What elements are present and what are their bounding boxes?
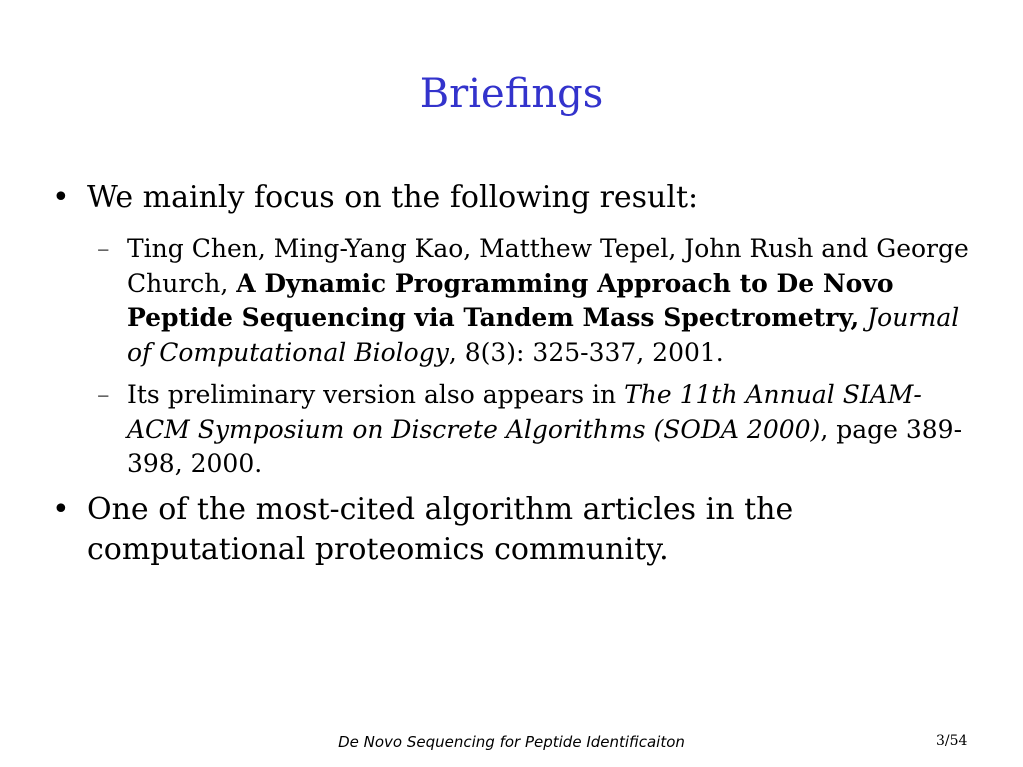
citation-paper-title: A Dynamic Programming Approach to De Novo Peptide Sequencing via Tandem Mass Spectrometry,: [127, 268, 894, 332]
bullet-text: We mainly focus on the following result:: [87, 180, 699, 215]
sub-bullet-list: [97, 232, 972, 482]
bullet-marker: •: [52, 180, 70, 215]
bullet-marker: •: [52, 491, 70, 527]
preliminary-venue: The 11th Annual SIAM-ACM Symposium on Discrete Algorithms (SODA 2000): [127, 380, 922, 444]
bullet-item-most-cited: [52, 490, 972, 570]
slide-title: Briefings: [419, 71, 604, 117]
sub-item-preliminary: [97, 378, 972, 482]
page-number: 3/54: [936, 733, 968, 749]
citation-journal: Journal of Computational Biology: [127, 303, 960, 367]
preliminary-lead: Its preliminary version also appears in: [127, 380, 625, 409]
citation-details: , 8(3): 325-337, 2001.: [448, 337, 724, 367]
slide-footer: De Novo Sequencing for Peptide Identificaiton: [338, 733, 685, 751]
dash-marker: –: [97, 380, 110, 409]
preliminary-details: , page 389-398, 2000.: [127, 414, 963, 478]
bullet-item-focus: [52, 178, 972, 218]
sub-item-citation: [97, 232, 972, 370]
dash-marker: –: [97, 234, 110, 263]
citation-authors: Ting Chen, Ming-Yang Kao, Matthew Tepel, John Rush and George Church,: [127, 234, 969, 298]
bullet-text: One of the most-cited algorithm articles in the computational proteomics community.: [87, 491, 794, 567]
slide-content: [52, 178, 972, 570]
